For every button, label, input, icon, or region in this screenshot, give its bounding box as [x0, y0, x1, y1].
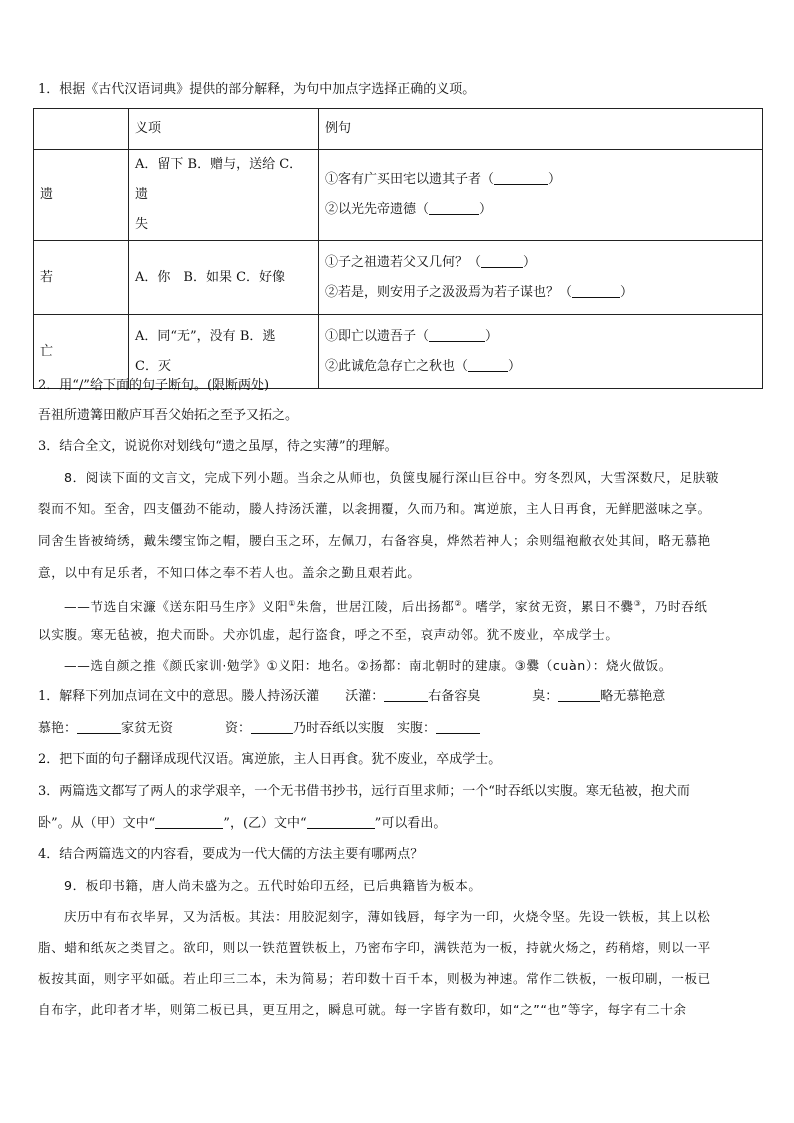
vocab-table [33, 108, 763, 389]
q8-sub3-line1: 3．两篇选文都写了两人的求学艰辛，一个无书借书抄书，远行百里求师；一个“时吞纸以实腹。寒无毡被，抱犬而 [38, 784, 690, 799]
example-line [325, 248, 756, 278]
answer-blank[interactable] [384, 687, 428, 702]
q8-sub2: 2．把下面的句子翻译成现代汉语。寓逆旅，主人日再食。犹不废业，卒成学士。 [38, 752, 502, 767]
table-word: 遗 [34, 150, 129, 241]
table-row [34, 241, 763, 315]
bracket-close: ） [479, 202, 493, 217]
answer-blank[interactable] [572, 283, 620, 298]
answer-blank[interactable] [494, 170, 548, 185]
q2-text: 吾祖所遗篝田敝庐耳吾父始拓之至予又拓之。 [38, 408, 299, 423]
example-line [325, 278, 756, 308]
sub3-text: ”可以看出。 [374, 816, 447, 831]
table-examples [319, 315, 763, 389]
bracket-close: ） [620, 284, 634, 300]
answer-blank[interactable] [77, 719, 121, 734]
table-examples [319, 150, 763, 241]
source1-part: 。嗜学，家贫无资，累日不爨 [462, 599, 634, 615]
footnote-mark: ② [454, 599, 463, 608]
q2-prompt: 2．用“/”给下面的句子断句。(限断两处) [38, 378, 270, 393]
meaning-line: A．同“无”，没有 B．逃 [135, 328, 276, 344]
answer-blank[interactable] [155, 814, 223, 829]
sub1-text: 1．解释下列加点词在文中的意思。媵人持汤沃灌 沃灌： [38, 689, 385, 704]
q1-prompt: 1．根据《古代汉语词典》提供的部分解释，为句中加点字选择正确的义项。 [38, 82, 476, 97]
table-header-cell [34, 109, 129, 150]
example-text: ①即亡以遗吾子（ [325, 328, 430, 344]
q8-source1 [64, 594, 707, 617]
meaning-line: A．你 B．如果 C．好像 [135, 269, 286, 285]
table-meanings [129, 150, 319, 241]
q9-line: 9．板印书籍，唐人尚未盛为之。五代时始印五经，已后典籍皆为板本。 [64, 878, 482, 893]
answer-blank[interactable] [251, 719, 293, 734]
q9-line: 自布字，此印者才毕，则第二板已具，更互用之，瞬息可就。每一字皆有数印，如“之”“也”等字，每字有二十余 [38, 1002, 687, 1017]
example-text: ②以光先帝遗德（ [325, 202, 430, 217]
q9-line: 脂、蜡和纸灰之类冒之。欲印，则以一铁范置铁板上，乃密布字印，满铁范为一板，持就火炀之，药稍熔，则以一平 [38, 940, 711, 955]
table-meanings [129, 241, 319, 315]
q8-source2: ——选自颜之推《颜氏家训·勉学》①义阳：地名。②扬都：南北朝时的建康。③爨（cuàn）：烧火做饭。 [64, 658, 672, 673]
sub1-text: 乃时吞纸以实腹 实腹： [293, 721, 437, 736]
q8-passage-line: 8．阅读下面的文言文，完成下列小题。当余之从师也，负箧曳屣行深山巨谷中。穷冬烈风，大雪深数尺，足肤皲 [64, 470, 720, 485]
answer-blank[interactable] [429, 200, 479, 215]
sub3-text: ”，(乙）文中“ [223, 816, 307, 831]
table-header-cell: 义项 [129, 109, 319, 150]
source1-part: ，乃时吞纸 [641, 599, 708, 615]
q8-sub4: 4．结合两篇选文的内容看，要成为一代大儒的方法主要有哪两点？ [38, 847, 424, 862]
meaning-line: C．灭 [135, 358, 171, 374]
bracket-close: ） [523, 254, 537, 270]
example-line [325, 322, 756, 352]
footnote-mark: ③ [633, 599, 642, 608]
q8-sub1-line2 [38, 719, 480, 739]
example-line [325, 352, 756, 382]
q8-sub1-line1 [38, 687, 665, 707]
sub1-text: 家贫无资 资： [121, 721, 252, 736]
source1-part: ——节选自宋濂《送东阳马生序》义阳 [64, 599, 289, 615]
sub1-text: 略无慕艳意 [600, 689, 666, 704]
example-text: ①客有广买田宅以遗其子者（ [325, 172, 495, 187]
answer-blank[interactable] [468, 357, 508, 372]
q8-source1-cont: 以实腹。寒无毡被，抱犬而卧。犬亦饥虚，起行盗食，呼之不至，哀声动邻。犹不废业，卒成学士。 [38, 627, 619, 642]
example-line [325, 195, 756, 225]
answer-blank[interactable] [481, 253, 523, 268]
answer-blank[interactable] [307, 814, 375, 829]
source1-part: 朱詹，世居江陵，后出扬都 [296, 599, 455, 615]
bracket-close: ） [548, 172, 562, 187]
sub3-text: 卧”。从（甲）文中“ [38, 816, 156, 831]
answer-blank[interactable] [436, 719, 480, 734]
table-examples [319, 241, 763, 315]
table-row [34, 150, 763, 241]
example-text: ②此诚危急存亡之秋也（ [325, 358, 469, 374]
q8-passage-line: 同舍生皆被绮绣，戴朱缨宝饰之帽，腰白玉之环，左佩刀，右备容臭，烨然若神人；余则缊袍敝衣处其间，略无慕艳 [38, 533, 711, 548]
q8-passage-line: 意，以中有足乐者，不知口体之奉不若人也。盖余之勤且艰若此。 [38, 565, 421, 580]
bracket-close: ） [508, 358, 522, 374]
bracket-close: ） [485, 328, 499, 344]
q9-line: 板按其面，则字平如砥。若止印三二本，未为简易；若印数十百千本，则极为神速。常作二铁板，一板印刷，一板已 [38, 971, 711, 986]
example-text: ②若是，则安用子之汲汲焉为若子谋也？（ [325, 284, 573, 300]
table-word: 亡 [34, 315, 129, 389]
example-line [325, 165, 756, 195]
table-header-cell: 例句 [319, 109, 763, 150]
q8-passage-line: 裂而不知。至舍，四支僵劲不能动，媵人持汤沃灌，以衾拥覆，久而乃和。寓逆旅，主人日再食，无鲜肥滋味之享。 [38, 501, 711, 516]
meaning-line: A．留下 B．赠与，送给 C．遗 [135, 157, 303, 202]
sub1-text: 慕艳： [38, 721, 78, 736]
example-text: ①子之祖遗若父又几何？（ [325, 254, 482, 270]
q8-sub3-line2 [38, 814, 446, 834]
table-word: 若 [34, 241, 129, 315]
sub1-text: 右备容臭 臭： [428, 689, 559, 704]
answer-blank[interactable] [429, 327, 485, 342]
answer-blank[interactable] [558, 687, 600, 702]
footnote-mark: ① [288, 599, 297, 608]
q9-line: 庆历中有布衣毕昇，又为活板。其法：用胶泥刻字，薄如钱唇，每字为一印，火烧令坚。先设一铁板，其上以松 [64, 909, 711, 924]
meaning-line: 失 [135, 217, 149, 232]
q3-prompt: 3．结合全文，说说你对划线句“遗之虽厚，待之实薄”的理解。 [38, 439, 398, 454]
